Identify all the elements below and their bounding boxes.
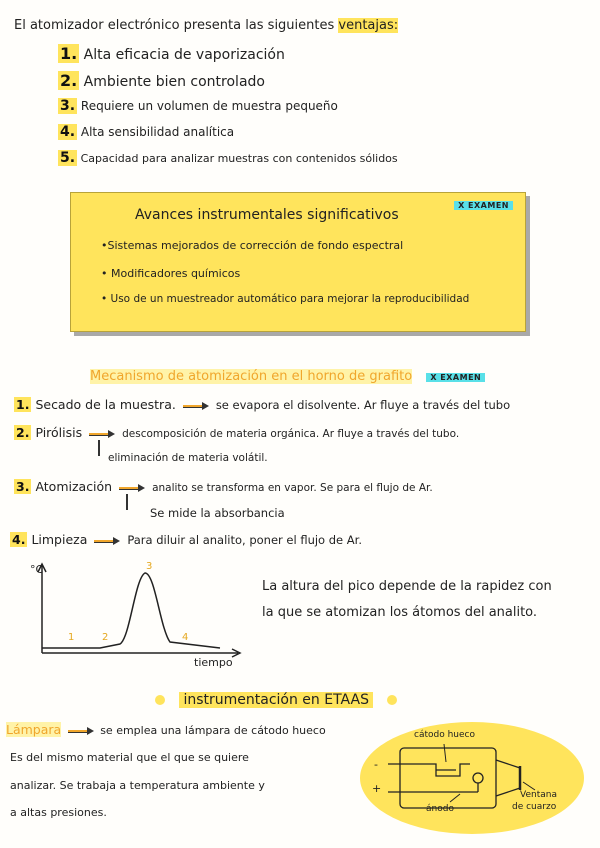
note-item: •Sistemas mejorados de corrección de fondo espectral — [101, 239, 404, 252]
advantage-text: Alta eficacia de vaporización — [83, 47, 285, 63]
diagram-minus-sign: - — [374, 758, 378, 771]
step-number: 3. — [16, 479, 30, 494]
graph-ylabel: °C — [30, 563, 44, 576]
step-number: 2. — [16, 425, 30, 440]
intro-highlight: ventajas: — [338, 18, 399, 33]
advantage-number: 5. — [60, 150, 76, 166]
intro-text: El atomizador electrónico presenta las siguientes — [14, 18, 339, 33]
bullet-dot-icon — [155, 695, 165, 705]
graph-xlabel: tiempo — [194, 656, 233, 669]
advantage-number: 1. — [60, 44, 78, 63]
instrument-text: Es del mismo material que el que se quiere — [10, 751, 249, 764]
step-desc: eliminación de materia volátil. — [108, 452, 268, 464]
graph-stage-label: 2 — [102, 632, 109, 643]
advantage-item — [58, 98, 338, 114]
step-3 — [14, 479, 433, 494]
step-number: 1. — [16, 397, 30, 412]
diagram-label-window: Ventana — [520, 790, 557, 800]
step-desc: analito se transforma en vapor. Se para el flujo de Ar. — [152, 482, 433, 494]
step-4 — [10, 532, 362, 547]
diagram-label-window-2: de cuarzo — [512, 802, 557, 812]
instrumentation-title: instrumentación en ETAAS — [179, 692, 373, 708]
advantage-item — [58, 124, 234, 140]
arrow-icon — [94, 536, 120, 546]
graph-caption: La altura del pico depende de la rapidez con la que se atomizan los átomos del analito. — [262, 579, 552, 620]
step-desc: se evapora el disolvente. Ar fluye a través del tubo — [215, 398, 511, 412]
instrument-text: analizar. Se trabaja a temperatura ambiente y — [10, 779, 265, 792]
advantage-number: 4. — [60, 124, 76, 140]
mechanism-heading — [90, 369, 485, 384]
step-desc: descomposición de materia orgánica. Ar fluye a través del tubo. — [122, 428, 460, 440]
instrumentation-heading — [155, 692, 397, 708]
graph-stage-label: 4 — [182, 632, 189, 643]
step-label: Atomización — [35, 479, 113, 494]
step-1 — [14, 397, 510, 412]
step-label: Limpieza — [31, 532, 88, 547]
step-2 — [14, 425, 459, 440]
step-desc: Se mide la absorbancia — [150, 506, 285, 520]
bullet-dot-icon — [387, 695, 397, 705]
exam-note-card — [70, 192, 526, 332]
advantage-text: Alta sensibilidad analítica — [80, 125, 235, 139]
lamp-desc: se emplea una lámpara de cátodo hueco — [100, 724, 326, 737]
advantage-item — [58, 150, 398, 166]
arrow-icon — [68, 726, 94, 736]
lamp-line — [6, 722, 326, 737]
diagram-plus-sign: + — [372, 782, 382, 795]
exam-tag: X EXAMEN — [454, 201, 513, 210]
lamp-label: Lámpara — [6, 722, 62, 737]
note-item: • Modificadores químicos — [101, 267, 241, 280]
graph-stage-label: 3 — [146, 561, 153, 572]
step-number: 4. — [12, 532, 26, 547]
advantage-item — [58, 71, 265, 90]
mechanism-title: Mecanismo de atomización en el horno de grafito — [90, 369, 413, 384]
advantage-text: Requiere un volumen de muestra pequeño — [80, 99, 338, 113]
exam-tag: X EXAMEN — [426, 373, 485, 382]
advantage-text: Capacidad para analizar muestras con contenidos sólidos — [80, 152, 398, 165]
branch-arrow-icon — [126, 494, 128, 510]
branch-arrow-icon — [98, 440, 100, 456]
arrow-icon — [89, 429, 115, 439]
advantage-number: 2. — [60, 71, 78, 90]
step-label: Pirólisis — [35, 425, 83, 440]
advantage-number: 3. — [60, 98, 76, 114]
note-title: Avances instrumentales significativos — [135, 207, 399, 223]
diagram-label-cathode: cátodo hueco — [414, 730, 475, 740]
arrow-icon — [183, 401, 209, 411]
diagram-label-anode: ánodo — [426, 804, 454, 814]
step-desc: Para diluir al analito, poner el flujo de Ar. — [127, 533, 362, 547]
instrument-text: a altas presiones. — [10, 806, 107, 819]
graph-stage-label: 1 — [68, 632, 75, 643]
advantage-text: Ambiente bien controlado — [83, 74, 265, 90]
arrow-icon — [119, 483, 145, 493]
intro-line — [14, 18, 398, 33]
note-item: • Uso de un muestreador automático para mejorar la reproducibilidad — [101, 293, 470, 305]
advantage-item — [58, 44, 285, 63]
step-label: Secado de la muestra. — [35, 397, 176, 412]
